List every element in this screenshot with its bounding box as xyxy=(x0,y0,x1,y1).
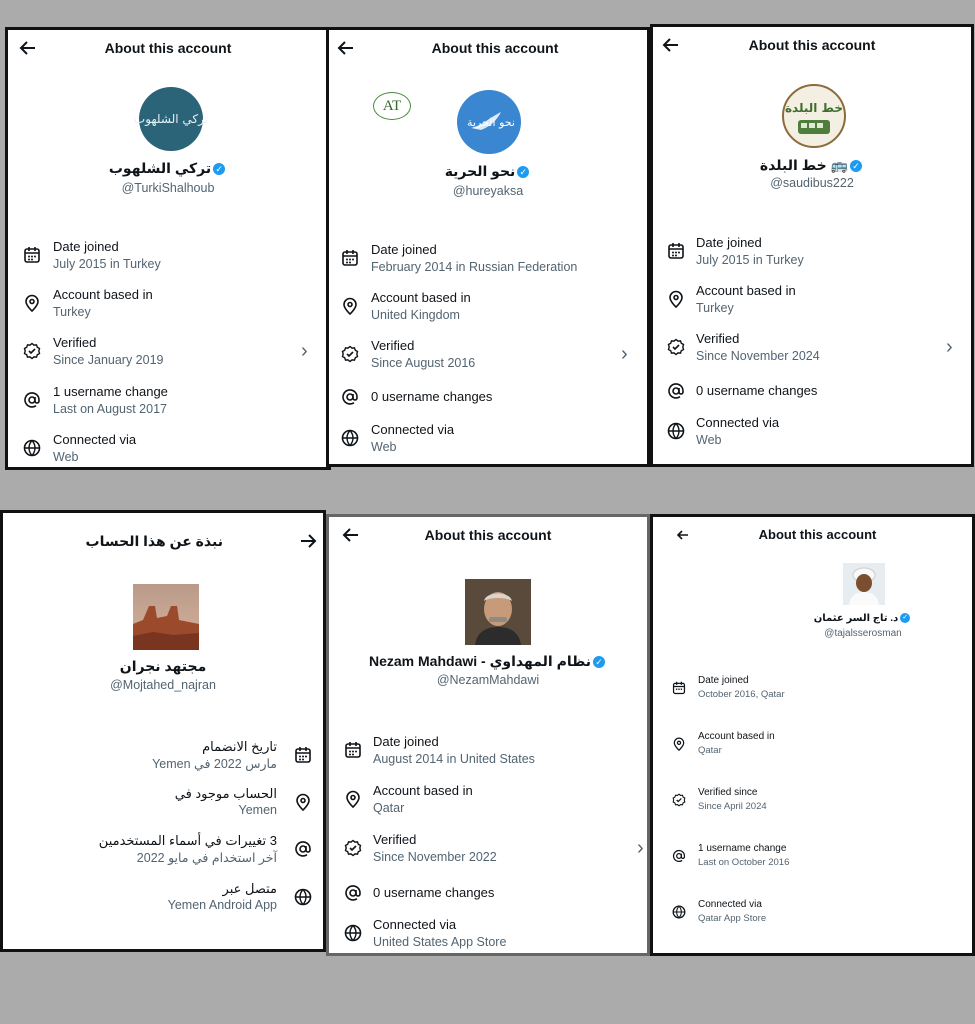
panel-header xyxy=(8,38,328,62)
verified-badge-icon: ✓ xyxy=(593,656,605,668)
row-label: Connected via xyxy=(373,917,457,932)
verified-icon xyxy=(667,338,685,356)
page-title: About this account xyxy=(748,37,876,53)
verified-icon xyxy=(23,342,41,360)
page-title: About this account xyxy=(424,527,552,543)
verified-icon xyxy=(344,839,362,857)
row-value: Last on October 2016 xyxy=(698,857,790,868)
calendar-icon xyxy=(667,242,685,260)
row-value: Qatar xyxy=(698,745,722,756)
row-label: Account based in xyxy=(698,731,775,742)
globe-icon xyxy=(672,905,686,919)
row-label: متصل عبر xyxy=(222,881,277,896)
handle: @NezamMahdawi xyxy=(436,673,540,687)
account-panel-nezam xyxy=(326,514,650,956)
globe-icon xyxy=(23,439,41,457)
panel-header xyxy=(329,525,647,549)
chevron-right-icon[interactable]: › xyxy=(621,343,628,365)
row-value: Web xyxy=(696,433,722,447)
row-value: Yemen Android App xyxy=(167,898,277,912)
account-panel-saudibus xyxy=(650,24,974,467)
avatar-calligraphy: نحو الحرية xyxy=(467,116,515,129)
calendar-icon xyxy=(341,249,359,267)
handle: @TurkiShalhoub xyxy=(121,181,215,195)
display-name: نحو الحرية ✓ xyxy=(329,163,647,180)
handle: @tajalsserosman xyxy=(824,628,902,639)
row-label: 0 username changes xyxy=(373,885,495,900)
at-icon xyxy=(667,382,685,400)
location-icon xyxy=(344,790,362,808)
row-label: الحساب موجود في xyxy=(174,786,277,801)
row-value: Since January 2019 xyxy=(53,353,164,367)
at-icon xyxy=(344,884,362,902)
row-label: Account based in xyxy=(53,287,153,302)
row-label: Account based in xyxy=(696,283,796,298)
row-label: 1 username change xyxy=(53,384,168,399)
row-label: Verified xyxy=(53,335,97,350)
row-value: October 2016, Qatar xyxy=(698,689,785,700)
row-value: Since November 2022 xyxy=(373,850,497,864)
row-value: Since August 2016 xyxy=(371,356,476,370)
display-name: خط البلدة 🚌 ✓ xyxy=(653,157,971,174)
account-panel-mojtahed xyxy=(0,510,326,952)
avatar[interactable] xyxy=(457,90,521,154)
calendar-icon xyxy=(23,246,41,264)
chevron-right-icon[interactable]: › xyxy=(946,336,953,358)
avatar[interactable] xyxy=(133,584,199,650)
row-value: Web xyxy=(371,440,397,454)
row-label: Connected via xyxy=(53,432,137,447)
page-title: About this account xyxy=(104,40,232,56)
at-icon xyxy=(672,849,686,863)
row-value: United Kingdom xyxy=(371,308,460,322)
handle: @saudibus222 xyxy=(770,176,854,190)
avatar[interactable] xyxy=(465,579,531,645)
row-label: 0 username changes xyxy=(371,389,493,404)
row-value: Qatar xyxy=(373,801,405,815)
row-value: Last on August 2017 xyxy=(53,402,167,416)
row-value: Turkey xyxy=(696,301,734,315)
page-title: نبذة عن هذا الحساب xyxy=(85,533,223,549)
row-label: 3 تغييرات في أسماء المستخدمين xyxy=(98,833,277,848)
row-label: Verified since xyxy=(698,787,758,798)
verified-badge-icon: ✓ xyxy=(213,163,225,175)
account-panel-tajalsser xyxy=(650,514,975,956)
location-icon xyxy=(294,793,312,811)
row-label: Date joined xyxy=(373,734,439,749)
globe-icon xyxy=(341,429,359,447)
row-value: Turkey xyxy=(53,305,91,319)
verified-badge-icon: ✓ xyxy=(850,160,862,172)
row-label: Account based in xyxy=(373,783,473,798)
row-label: 0 username changes xyxy=(696,383,818,398)
avatar[interactable] xyxy=(843,563,885,605)
avatar-calligraphy: تركي الشلهوب xyxy=(133,112,209,126)
handle: @Mojtahed_najran xyxy=(110,678,216,692)
location-icon xyxy=(341,297,359,315)
panel-header xyxy=(329,38,647,62)
account-panel-turki xyxy=(5,27,331,470)
at-icon xyxy=(23,391,41,409)
calendar-icon xyxy=(294,746,312,764)
globe-icon xyxy=(294,888,312,906)
avatar[interactable] xyxy=(133,87,209,151)
row-value: مارس 2022 في Yemen xyxy=(152,757,277,771)
row-label: تاريخ الانضمام xyxy=(202,739,277,754)
row-value: August 2014 in United States xyxy=(373,752,535,766)
row-value: Since November 2024 xyxy=(696,349,820,363)
back-arrow-icon[interactable] xyxy=(298,531,318,551)
location-icon xyxy=(667,290,685,308)
row-value: آخر استخدام في مايو 2022 xyxy=(136,851,277,865)
panel-header xyxy=(653,525,972,549)
row-value: February 2014 in Russian Federation xyxy=(371,260,578,274)
row-label: Date joined xyxy=(696,235,762,250)
location-icon xyxy=(672,737,686,751)
row-label: Date joined xyxy=(698,675,749,686)
calendar-icon xyxy=(344,741,362,759)
panel-header xyxy=(3,531,323,555)
display-name: د. تاج السر عثمان ✓ xyxy=(793,613,933,624)
page-title: About this account xyxy=(431,40,559,56)
verified-icon xyxy=(341,345,359,363)
avatar[interactable] xyxy=(782,84,846,148)
verified-icon xyxy=(672,793,686,807)
row-label: Verified xyxy=(371,338,415,353)
row-value: Since April 2024 xyxy=(698,801,767,812)
row-value: July 2015 in Turkey xyxy=(696,253,804,267)
row-label: Connected via xyxy=(696,415,780,430)
page-title: About this account xyxy=(758,527,877,542)
row-label: Verified xyxy=(373,832,417,847)
row-label: 1 username change xyxy=(698,843,787,854)
verified-badge-icon: ✓ xyxy=(517,166,529,178)
calendar-icon xyxy=(672,681,686,695)
row-label: Date joined xyxy=(53,239,119,254)
row-label: Date joined xyxy=(371,242,437,257)
row-label: Verified xyxy=(696,331,740,346)
display-name: مجتهد نجران xyxy=(119,658,207,674)
row-value: Web xyxy=(53,450,79,464)
chevron-right-icon[interactable]: › xyxy=(301,340,308,362)
row-value: United States App Store xyxy=(373,935,507,949)
row-value: July 2015 in Turkey xyxy=(53,257,161,271)
handle: @hureyaksa xyxy=(452,184,524,198)
location-icon xyxy=(23,294,41,312)
row-value: Qatar App Store xyxy=(698,913,767,924)
row-value: Yemen xyxy=(238,803,277,817)
panel-header xyxy=(653,35,971,59)
at-icon xyxy=(294,840,312,858)
verified-badge-icon: ✓ xyxy=(900,613,910,623)
chevron-right-icon[interactable]: › xyxy=(637,837,644,859)
globe-icon xyxy=(667,422,685,440)
row-label: Connected via xyxy=(698,899,762,910)
globe-icon xyxy=(344,924,362,942)
at-icon xyxy=(341,388,359,406)
row-label: Account based in xyxy=(371,290,471,305)
account-panel-hureyaksa xyxy=(326,27,650,467)
row-label: Connected via xyxy=(371,422,455,437)
display-name: تركي الشلهوب ✓ xyxy=(8,160,328,177)
avatar-calligraphy: خط البلدة xyxy=(784,101,844,115)
display-name: Nezam Mahdawi - نظام المهداوي ✓ xyxy=(329,653,647,670)
logo-at: AT xyxy=(373,92,411,120)
